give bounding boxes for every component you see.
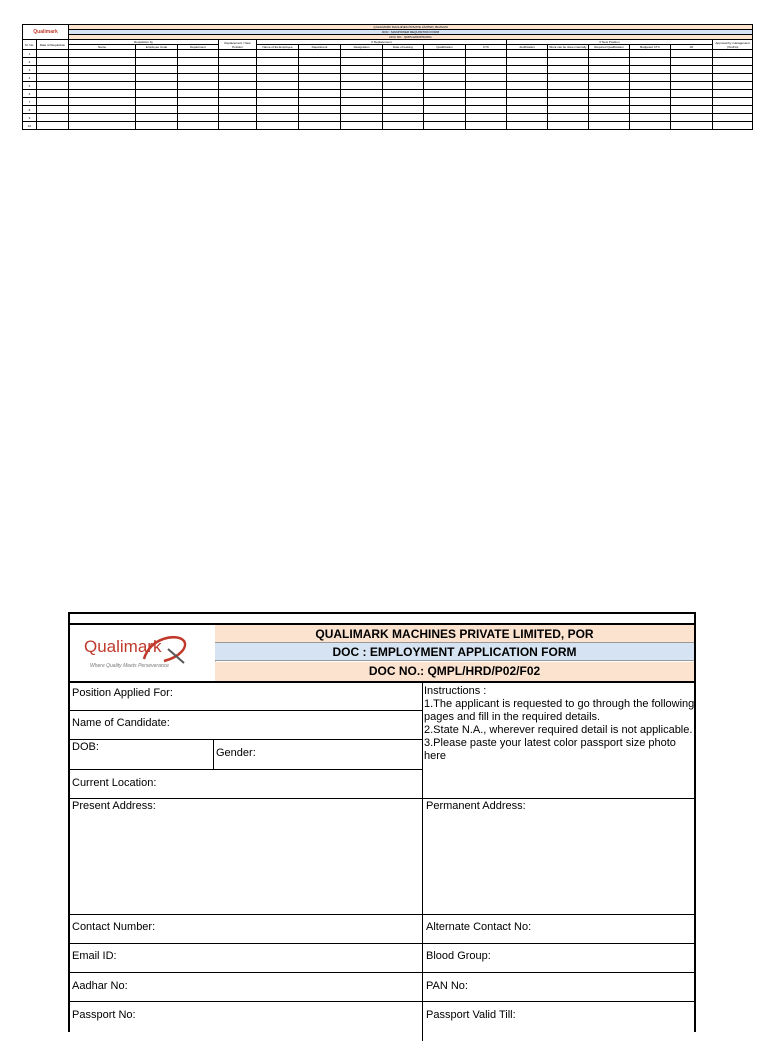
table-cell[interactable] [299, 98, 341, 106]
table-cell[interactable] [136, 82, 178, 90]
table-cell[interactable] [713, 74, 753, 82]
table-cell[interactable] [424, 74, 466, 82]
header-if-replacement: If Replacement [257, 40, 507, 45]
form-company-name: QUALIMARK MACHINES PRIVATE LIMITED, POR [215, 625, 694, 643]
column-header: Department [299, 45, 341, 50]
table-cell[interactable] [69, 98, 136, 106]
header-sr-no: Sr. No. [23, 40, 37, 50]
table-cell[interactable] [383, 106, 424, 114]
form-top-bar [70, 614, 694, 625]
table-cell[interactable] [136, 114, 178, 122]
column-header: Designation [341, 45, 383, 50]
gender-label: Gender: [216, 747, 256, 759]
table-cell[interactable] [136, 106, 178, 114]
table-cell[interactable] [548, 122, 589, 130]
table-cell[interactable] [69, 122, 136, 130]
table-cell[interactable] [136, 66, 178, 74]
table-cell[interactable] [630, 82, 671, 90]
table-cell[interactable] [299, 122, 341, 130]
table-cell[interactable] [69, 106, 136, 114]
column-header: Employee Code [136, 45, 178, 50]
row-number: 7 [23, 98, 37, 106]
table-cell[interactable] [69, 82, 136, 90]
table-cell[interactable] [507, 58, 548, 66]
table-cell[interactable] [136, 90, 178, 98]
contact-number-label: Contact Number: [72, 921, 156, 933]
table-cell[interactable] [299, 74, 341, 82]
email-label: Email ID: [72, 950, 117, 962]
table-cell[interactable] [424, 58, 466, 66]
table-cell[interactable] [383, 74, 424, 82]
table-cell[interactable] [383, 50, 424, 58]
table-cell[interactable] [507, 122, 548, 130]
row-number: 1 [23, 50, 37, 58]
row-number: 6 [23, 90, 37, 98]
table-cell[interactable] [671, 58, 713, 66]
table-cell[interactable] [507, 74, 548, 82]
table-cell[interactable] [341, 82, 383, 90]
alternate-contact-label: Alternate Contact No: [426, 921, 532, 933]
table-cell[interactable] [299, 50, 341, 58]
header-date-of-requisition: Date of Requisition [37, 40, 69, 50]
table-cell[interactable] [219, 74, 257, 82]
table-cell[interactable] [466, 58, 507, 66]
column-header: Justification [507, 45, 548, 50]
table-cell[interactable] [589, 58, 630, 66]
table-cell[interactable] [257, 98, 299, 106]
table-cell[interactable] [219, 122, 257, 130]
table-cell[interactable] [69, 66, 136, 74]
pan-label: PAN No: [426, 980, 468, 992]
blood-group-label: Blood Group: [426, 950, 491, 962]
table-cell[interactable] [713, 82, 753, 90]
instruction-line: 2.State N.A., wherever required detail is not applicable. [424, 724, 693, 736]
table-cell[interactable] [630, 74, 671, 82]
column-header: Work can be done internally [549, 45, 587, 49]
table-cell[interactable] [630, 66, 671, 74]
table-cell[interactable] [299, 114, 341, 122]
table-cell[interactable] [424, 114, 466, 122]
table-cell[interactable] [630, 50, 671, 58]
table-cell[interactable] [548, 114, 589, 122]
table-cell[interactable] [383, 122, 424, 130]
table-cell[interactable] [713, 58, 753, 66]
table-cell[interactable] [589, 106, 630, 114]
form-header [70, 625, 694, 683]
logo-swoosh-icon [140, 631, 190, 667]
requisition-table [22, 24, 753, 130]
table-cell[interactable] [466, 90, 507, 98]
table-cell[interactable] [178, 50, 219, 58]
rule-dob [70, 769, 422, 770]
requisition-company-name: QUALIMARK MACHINES PRIVATE LIMITED, BHAVASI [69, 25, 753, 30]
table-cell[interactable] [507, 50, 548, 58]
table-cell[interactable] [341, 90, 383, 98]
table-cell[interactable] [671, 74, 713, 82]
table-cell[interactable] [507, 98, 548, 106]
table-cell[interactable] [37, 98, 69, 106]
table-cell[interactable] [299, 82, 341, 90]
table-cell[interactable] [548, 50, 589, 58]
table-cell[interactable] [37, 114, 69, 122]
table-cell[interactable] [548, 66, 589, 74]
table-cell[interactable] [630, 106, 671, 114]
table-cell[interactable] [136, 58, 178, 66]
table-cell[interactable] [589, 122, 630, 130]
table-cell[interactable] [589, 82, 630, 90]
table-cell[interactable] [671, 106, 713, 114]
table-cell[interactable] [548, 74, 589, 82]
header-approval: Approval by management (Yes/No) [713, 40, 753, 50]
table-row [23, 66, 753, 74]
table-cell[interactable] [671, 98, 713, 106]
table-cell[interactable] [37, 106, 69, 114]
table-cell[interactable] [69, 50, 136, 58]
table-cell[interactable] [383, 82, 424, 90]
table-cell[interactable] [713, 50, 753, 58]
table-cell[interactable] [341, 106, 383, 114]
table-cell[interactable] [713, 66, 753, 74]
table-cell[interactable] [548, 58, 589, 66]
column-header: Budgeted CTC [630, 45, 671, 50]
table-cell[interactable] [178, 114, 219, 122]
table-cell[interactable] [37, 82, 69, 90]
candidate-name-label: Name of Candidate: [72, 717, 170, 729]
table-cell[interactable] [341, 66, 383, 74]
table-cell[interactable] [671, 122, 713, 130]
requisition-logo: Qualimark [23, 25, 69, 40]
logo-tagline: Where Quality Meets Perseverance [90, 663, 169, 669]
rule-aadhar [70, 1001, 696, 1002]
table-cell[interactable] [341, 122, 383, 130]
table-cell[interactable] [178, 90, 219, 98]
instruction-line: 1.The applicant is requested to go through the following pages and fill in the required details. [424, 698, 695, 723]
table-cell[interactable] [548, 90, 589, 98]
table-cell[interactable] [257, 106, 299, 114]
table-cell[interactable] [178, 106, 219, 114]
table-cell[interactable] [178, 58, 219, 66]
table-cell[interactable] [341, 74, 383, 82]
table-cell[interactable] [424, 90, 466, 98]
header-requisition-by: Requisition by [69, 40, 219, 45]
table-cell[interactable] [466, 106, 507, 114]
rule-location [70, 798, 696, 799]
table-cell[interactable] [178, 66, 219, 74]
rule-position [70, 710, 422, 711]
table-cell[interactable] [178, 74, 219, 82]
table-cell[interactable] [713, 90, 753, 98]
aadhar-label: Aadhar No: [72, 980, 128, 992]
table-cell[interactable] [257, 90, 299, 98]
table-cell[interactable] [589, 114, 630, 122]
table-cell[interactable] [424, 106, 466, 114]
table-cell[interactable] [219, 50, 257, 58]
instruction-line: 3.Please paste your latest color passport size photo here [424, 737, 676, 762]
table-cell[interactable] [589, 98, 630, 106]
table-cell[interactable] [589, 90, 630, 98]
table-cell[interactable] [69, 58, 136, 66]
table-cell[interactable] [299, 106, 341, 114]
table-cell[interactable] [466, 114, 507, 122]
table-cell[interactable] [37, 90, 69, 98]
table-cell[interactable] [466, 98, 507, 106]
requisition-doc-number: DOC NO.: QMPL/HRD/P02/F01 [69, 35, 753, 40]
passport-label: Passport No: [72, 1009, 136, 1021]
table-cell[interactable] [466, 66, 507, 74]
passport-valid-label: Passport Valid Till: [426, 1009, 516, 1021]
table-cell[interactable] [630, 122, 671, 130]
table-cell[interactable] [69, 90, 136, 98]
header-if-new-position: If New Position [507, 40, 713, 45]
table-cell[interactable] [507, 114, 548, 122]
table-cell[interactable] [136, 98, 178, 106]
table-cell[interactable] [507, 82, 548, 90]
table-cell[interactable] [507, 66, 548, 74]
column-header: Date of leaving [383, 45, 424, 50]
table-cell[interactable] [69, 114, 136, 122]
table-cell[interactable] [424, 82, 466, 90]
table-cell[interactable] [466, 82, 507, 90]
table-cell[interactable] [630, 58, 671, 66]
rule-address [70, 914, 696, 915]
table-cell[interactable] [37, 66, 69, 74]
table-cell[interactable] [671, 66, 713, 74]
table-cell[interactable] [257, 114, 299, 122]
table-cell[interactable] [671, 90, 713, 98]
table-cell[interactable] [299, 66, 341, 74]
row-number: 3 [23, 66, 37, 74]
table-cell[interactable] [589, 66, 630, 74]
table-cell[interactable] [671, 114, 713, 122]
table-cell[interactable] [424, 66, 466, 74]
table-cell[interactable] [713, 122, 753, 130]
table-cell[interactable] [548, 98, 589, 106]
table-row [23, 50, 753, 58]
table-cell[interactable] [257, 50, 299, 58]
table-cell[interactable] [178, 122, 219, 130]
table-cell[interactable] [299, 58, 341, 66]
instruction-line: Instructions : [424, 685, 487, 697]
table-cell[interactable] [383, 58, 424, 66]
table-cell[interactable] [383, 66, 424, 74]
table-cell[interactable] [299, 90, 341, 98]
table-cell[interactable] [630, 114, 671, 122]
table-cell[interactable] [136, 74, 178, 82]
position-applied-label: Position Applied For: [72, 687, 173, 699]
table-cell[interactable] [219, 106, 257, 114]
table-row [23, 82, 753, 90]
table-cell[interactable] [341, 114, 383, 122]
table-row [23, 58, 753, 66]
table-cell[interactable] [548, 106, 589, 114]
present-address-label: Present Address: [72, 800, 156, 812]
current-location-label: Current Location: [72, 777, 157, 789]
table-cell[interactable] [466, 74, 507, 82]
form-doc-number: DOC NO.: QMPL/HRD/P02/F02 [215, 662, 694, 681]
dob-label: DOB: [72, 741, 99, 753]
table-cell[interactable] [383, 98, 424, 106]
table-row [23, 106, 753, 114]
table-cell[interactable] [341, 50, 383, 58]
form-center-divider [422, 681, 423, 1041]
table-cell[interactable] [136, 50, 178, 58]
table-cell[interactable] [713, 106, 753, 114]
table-cell[interactable] [507, 90, 548, 98]
table-cell[interactable] [507, 106, 548, 114]
table-cell[interactable] [37, 122, 69, 130]
table-cell[interactable] [589, 74, 630, 82]
table-cell[interactable] [257, 58, 299, 66]
table-row [23, 74, 753, 82]
table-cell[interactable] [630, 98, 671, 106]
table-cell[interactable] [424, 98, 466, 106]
table-cell[interactable] [589, 50, 630, 58]
column-header: Qualification [424, 45, 466, 50]
instructions-block [424, 685, 696, 763]
column-header: Department [178, 45, 219, 50]
table-cell[interactable] [424, 122, 466, 130]
row-number: 2 [23, 58, 37, 66]
table-cell[interactable] [219, 66, 257, 74]
row-number: 4 [23, 74, 37, 82]
table-cell[interactable] [466, 122, 507, 130]
table-cell[interactable] [257, 82, 299, 90]
column-header: Name of Ex-Employee [257, 45, 299, 50]
manpower-requisition-sheet [22, 24, 752, 150]
table-row [23, 114, 753, 122]
row-number: 9 [23, 114, 37, 122]
table-cell[interactable] [37, 58, 69, 66]
column-header: Name [69, 45, 136, 50]
rule-email [70, 972, 696, 973]
table-cell[interactable] [713, 114, 753, 122]
table-cell[interactable] [713, 98, 753, 106]
table-cell[interactable] [257, 66, 299, 74]
column-header: JD [671, 45, 713, 50]
table-cell[interactable] [548, 82, 589, 90]
table-cell[interactable] [178, 82, 219, 90]
permanent-address-label: Permanent Address: [426, 800, 526, 812]
qualimark-logo [70, 625, 216, 681]
form-doc-title: DOC : EMPLOYMENT APPLICATION FORM [215, 643, 694, 661]
logo-wordmark: Qualimark [84, 637, 162, 656]
table-cell[interactable] [383, 90, 424, 98]
table-cell[interactable] [69, 74, 136, 82]
table-cell[interactable] [341, 98, 383, 106]
rule-contact [70, 943, 696, 944]
table-cell[interactable] [219, 90, 257, 98]
table-cell[interactable] [136, 122, 178, 130]
table-cell[interactable] [178, 98, 219, 106]
table-row [23, 98, 753, 106]
header-replacement-new: Replacement / New Position [219, 40, 257, 50]
table-cell[interactable] [383, 114, 424, 122]
row-number: 10 [23, 122, 37, 130]
table-cell[interactable] [466, 50, 507, 58]
table-cell[interactable] [219, 82, 257, 90]
column-header: CTC [466, 45, 507, 50]
table-cell[interactable] [257, 74, 299, 82]
table-cell[interactable] [37, 50, 69, 58]
table-cell[interactable] [219, 98, 257, 106]
column-header: Required Qualification [589, 45, 630, 50]
table-cell[interactable] [424, 50, 466, 58]
row-number: 5 [23, 82, 37, 90]
rule-name [70, 739, 422, 740]
table-cell[interactable] [341, 58, 383, 66]
table-cell[interactable] [671, 82, 713, 90]
table-cell[interactable] [630, 90, 671, 98]
employment-application-form [68, 612, 696, 1032]
table-row [23, 122, 753, 130]
table-cell[interactable] [219, 114, 257, 122]
requisition-doc-title: DOC : MANPOWER REQUISITION FORM [69, 30, 753, 35]
table-cell[interactable] [37, 74, 69, 82]
row-number: 8 [23, 106, 37, 114]
table-cell[interactable] [257, 122, 299, 130]
table-row [23, 90, 753, 98]
table-cell[interactable] [671, 50, 713, 58]
table-cell[interactable] [219, 58, 257, 66]
